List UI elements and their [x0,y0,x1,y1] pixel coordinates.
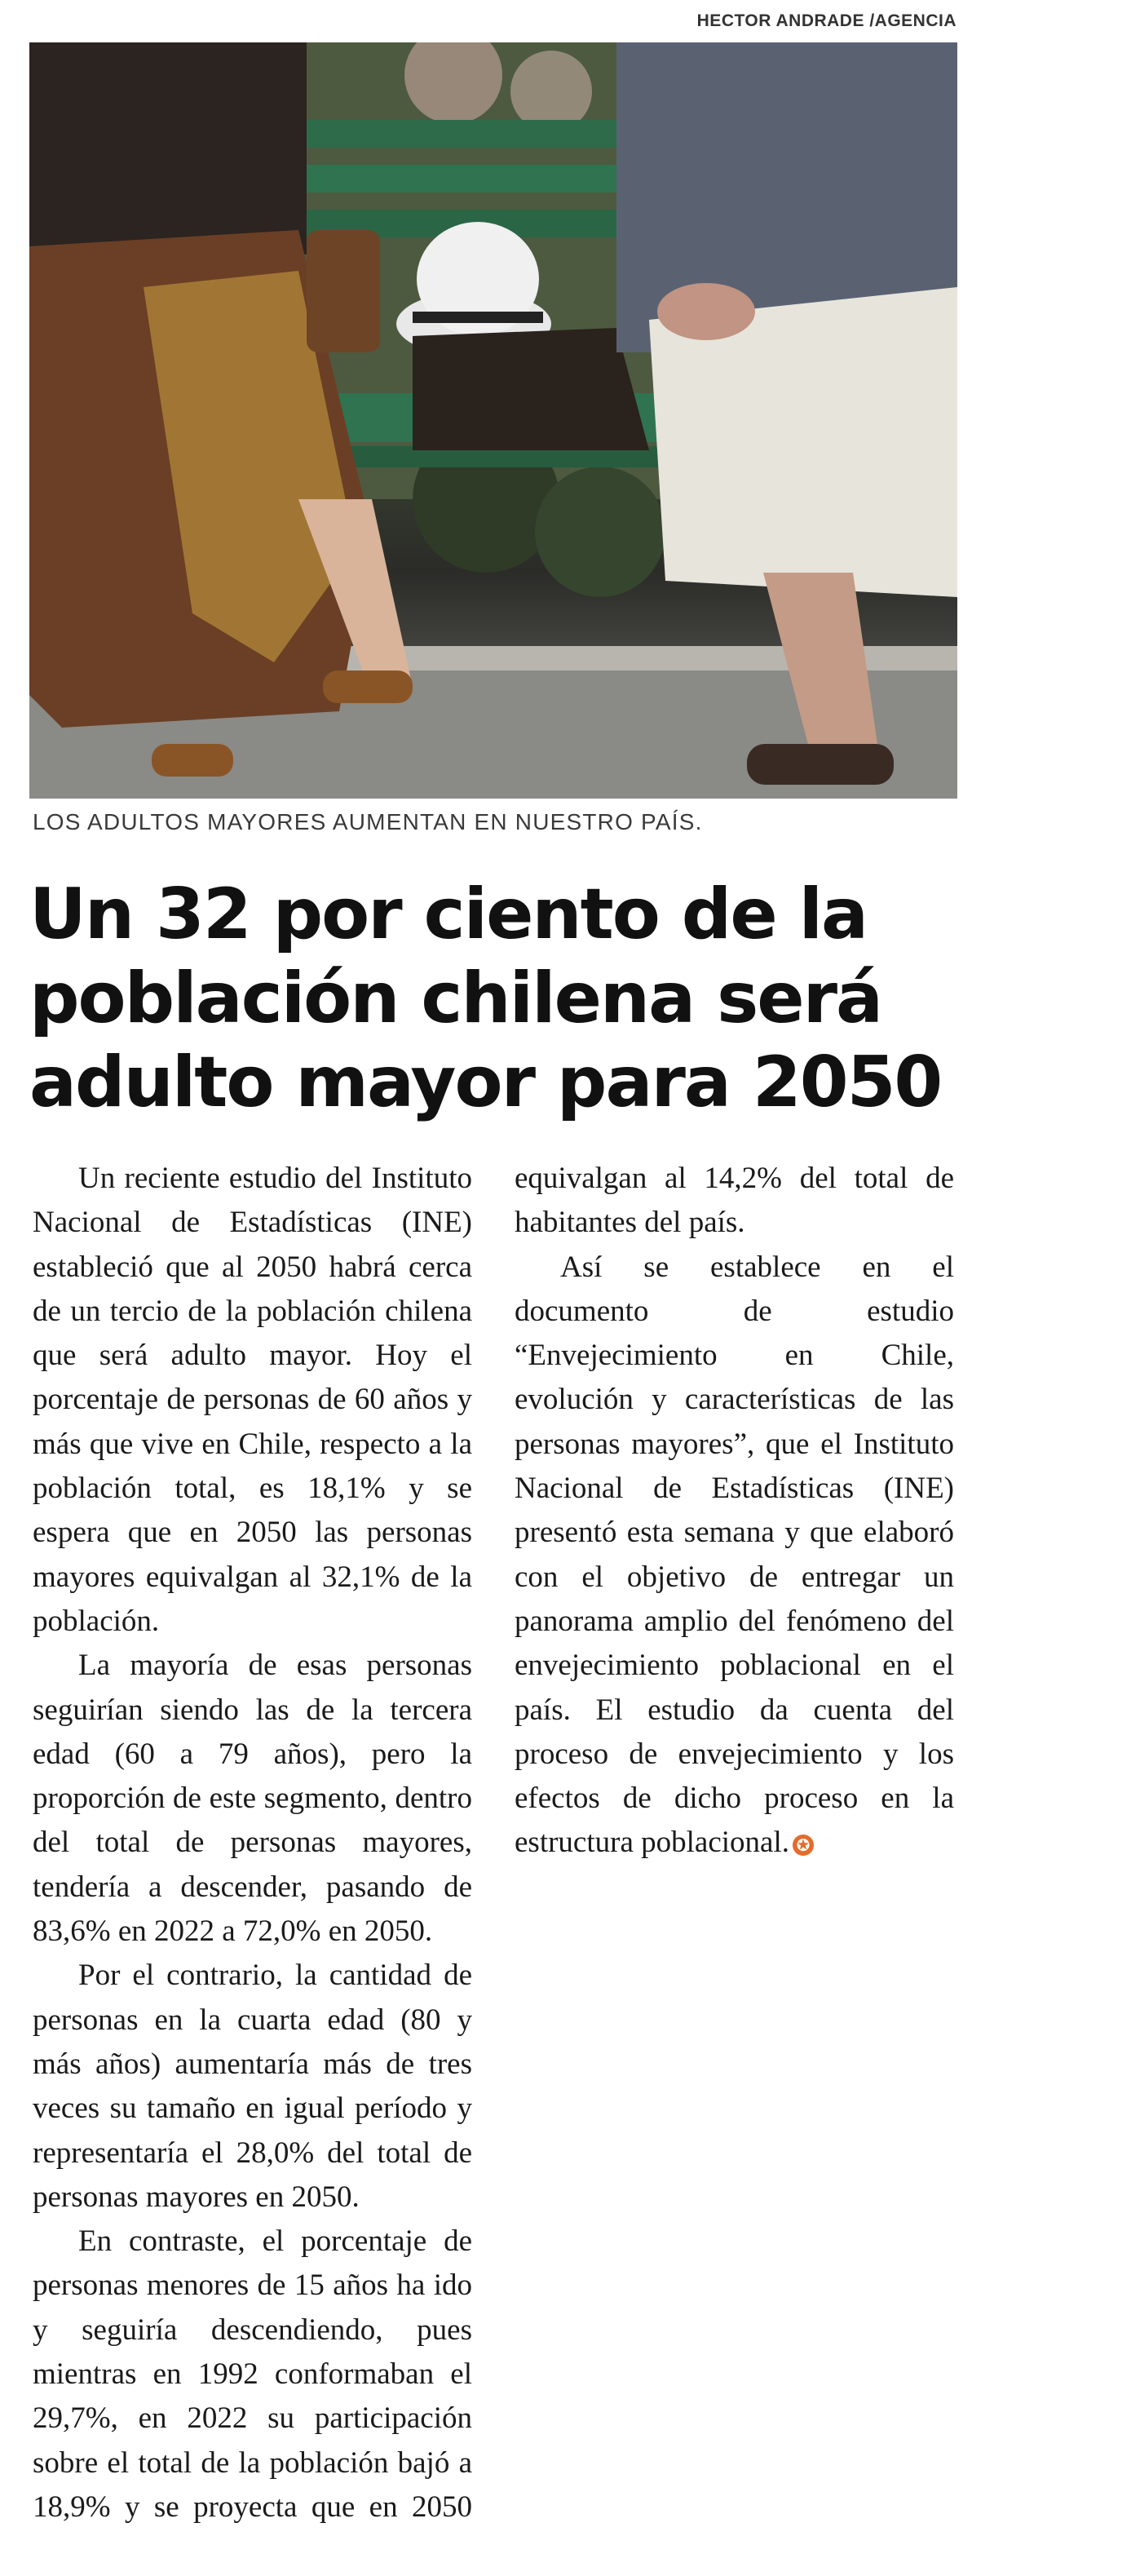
photo-illustration [29,42,957,799]
paragraph: En contraste, el porcentaje de personas menores de 15 años ha ido y seguiría descendiendo, pues mientras en 1992 conformaban el 29,7%, en 2022 su participación sobre el total de la población bajó a 18,9% y se proyecta que en 2050 equivalgan al 14,2% del total de habitantes del país. [33,1162,954,2524]
paragraph: La mayoría de esas personas seguirían siendo las de la tercera edad (60 a 79 años), pero la proporción de este segmento, dentro del total de personas mayores, tendería a descender, pasando de 83,6% en 2022 a 72,0% en 2050. [33,1649,472,1949]
paragraph: Un reciente estudio del Instituto Nacional de Estadísticas (INE) estableció que al 2050 habrá cerca de un tercio de la población chilena que será adulto mayor. Hoy el porcentaje de personas de 60 años y más que vive en Chile, respecto a la población total, es 18,1% y se espera que en 2050 las personas mayores equivalgan al 32,1% de la población. [33,1162,472,1638]
article-photo [29,42,957,799]
photo-credit: HECTOR ANDRADE /AGENCIA [696,11,956,30]
article-body [33,1157,954,2568]
end-mark-icon: ✪ [793,1835,814,1856]
paragraph-last [515,1246,954,1866]
headline-line: población chilena será [29,958,882,1039]
headline [29,873,1089,1125]
photo-caption: LOS ADULTOS MAYORES AUMENTAN EN NUESTRO PAÍS. [33,809,703,834]
left-woman [29,42,307,255]
bench [266,120,641,148]
paragraph: Así se establece en el documento de estudio “Envejecimiento en Chile, evolución y características de las personas mayores”, que el Instituto Nacional de Estadísticas (INE) presentó esta semana y que elaboró con el objetivo de entregar un panorama amplio del fenómeno del envejecimiento poblacional en el país. El estudio da cuenta del proceso de envejecimiento y los efectos de dicho proceso en la estructura poblacional. [515,1250,954,1860]
headline-line: adulto mayor para 2050 [29,1042,942,1123]
headline-line: Un 32 por ciento de la [29,874,868,955]
paragraph: Por el contrario, la cantidad de personas en la cuarta edad (80 y más años) aumentaría más de tres veces su tamaño en igual período y representaría el 28,0% del total de personas mayores en 2050. [33,1959,472,2214]
